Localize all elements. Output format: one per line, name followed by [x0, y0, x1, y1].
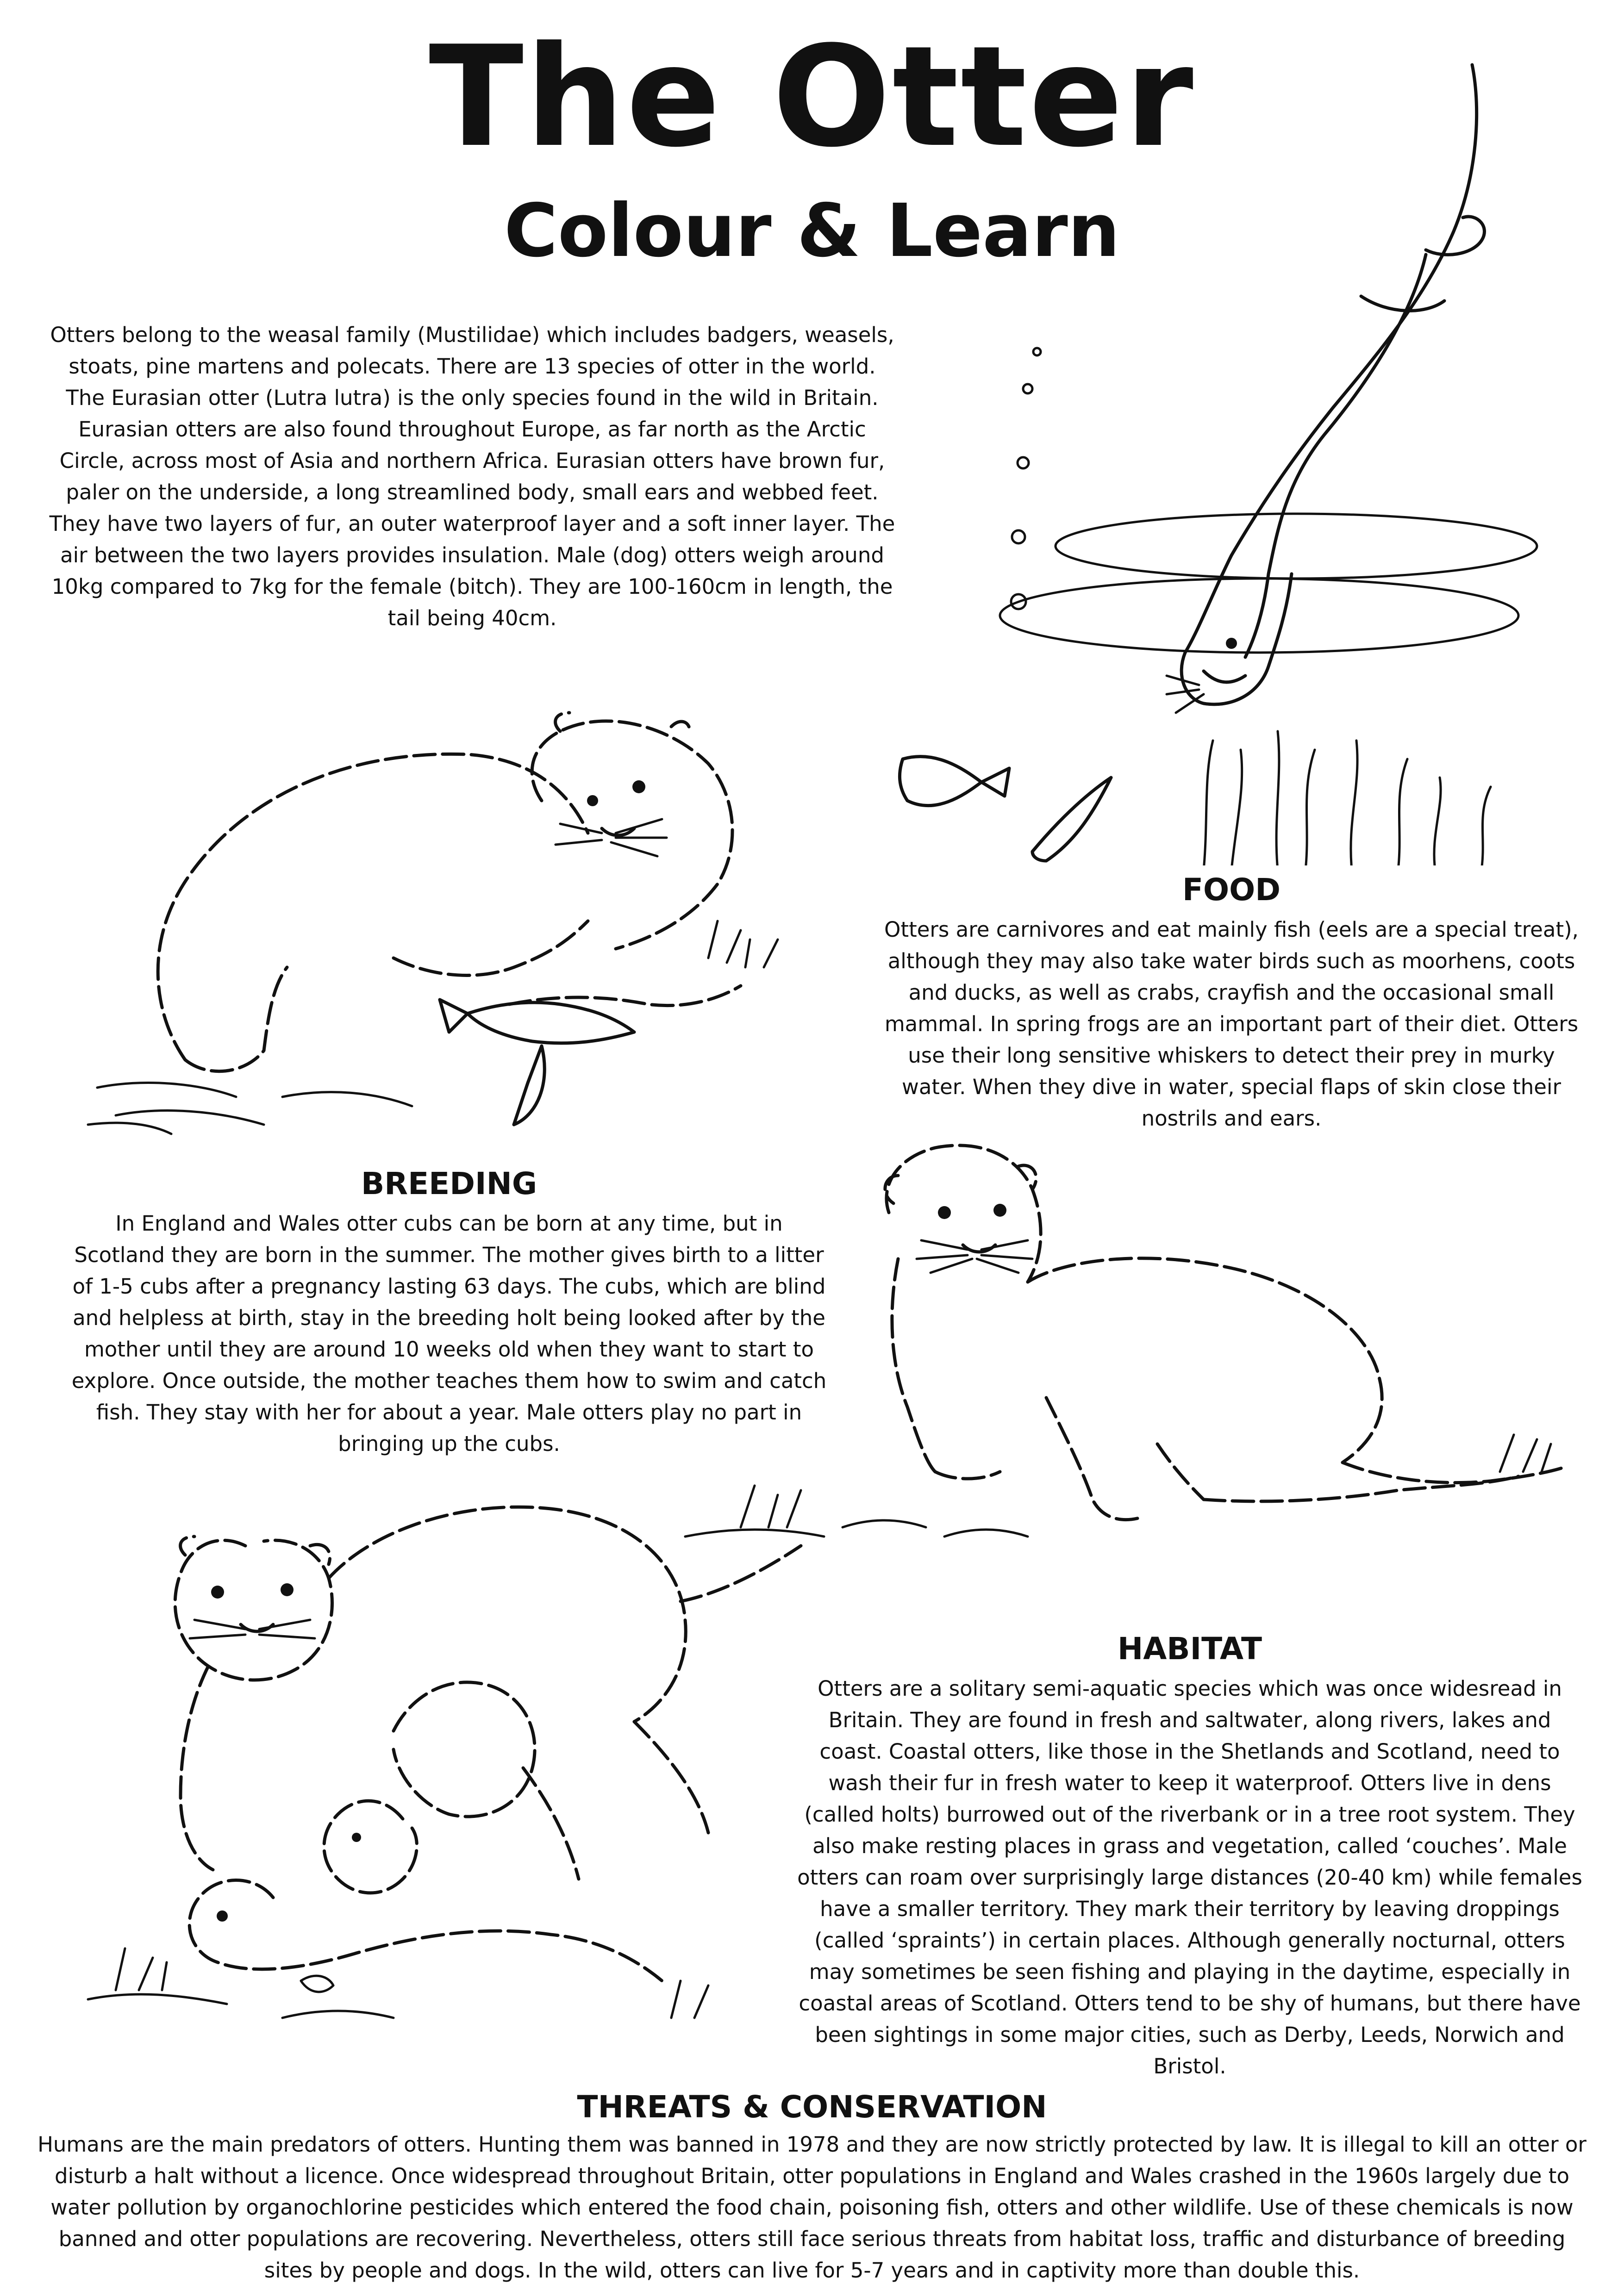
threats-heading: THREATS & CONSERVATION: [577, 2089, 1047, 2125]
habitat-paragraph: Otters are a solitary semi-aquatic species which was once widesread in Britain. They are found in fresh and saltwater, along rivers, lakes and coast. Coastal otters, like those in the Shetlands and Scotland, need to wash their fur in fresh water to keep it waterproof. Otters live in dens (called holts) burrowed out of the riverbank or in a tree root system. They also make resting places in grass and vegetation, called ‘couches’. Male otters can roam over surprisingly large distances (20-40 km) while females have a smaller territory. They mark their territory by leaving droppings (called ‘spraints’) in certain places. Although generally nocturnal, otters may sometimes be seen fishing and playing in the daytime, especially in coastal areas of Scotland. Otters tend to be shy of humans, but there have been sightings in some major cities, such as Derby, Leeds, Norwich and Bristol.: [797, 1676, 1582, 2078]
habitat-heading: HABITAT: [1117, 1631, 1262, 1667]
diving-otter-icon: [880, 56, 1551, 865]
food-heading: FOOD: [1182, 872, 1281, 908]
breeding-heading: BREEDING: [361, 1166, 537, 1201]
breeding-paragraph: In England and Wales otter cubs can be born at any time, but in Scotland they are born in the summer. The mother gives birth to a litter of 1-5 cubs after a pregnancy lasting 63 days. The cubs, which are blind and helpless at birth, stay in the breeding holt being looked after by the mother until they are around 10 weeks old when they want to start to explore. Once outside, the mother teaches them how to swim and catch fish. They stay with her for about a year. Male otters play no part in bringing up the cubs.: [71, 1211, 827, 1456]
threats-paragraph: Humans are the main predators of otters. Hunting them was banned in 1978 and they are now strictly protected by law. It is illegal to kill an otter or disturb a halt without a licence. Once widespread throughout Britain, otter populations in England and Wales crashed in the 1960s largely due to water pollution by organochlorine pesticides which entered the food chain, poisoning fish, otters and other wildlife. Use of these chemicals is now banned and otter populations are recovering. Nevertheless, otters still face serious threats from habitat loss, traffic and disturbance of breeding sites by people and dogs. In the wild, otters can live for 5-7 years and in captivity more than double this.: [37, 2132, 1587, 2283]
page-title: The Otter: [429, 16, 1195, 178]
food-paragraph: Otters are carnivores and eat mainly fish (eels are a special treat), although they may also take water birds such as moorhens, coots and ducks, as well as crabs, crayfish and the occasional small mammal. In spring frogs are an important part of their diet. Otters use their long sensitive whiskers to detect their prey in murky water. When they dive in water, special flaps of skin close their nostrils and ears.: [884, 917, 1579, 1131]
page-subtitle: Colour & Learn: [504, 188, 1120, 274]
intro-paragraph: Otters belong to the weasal family (Mustilidae) which includes badgers, weasels, stoats, pine martens and polecats. There are 13 species of otter in the world. The Eurasian otter (Lutra lutra) is the only species found in the wild in Britain. Eurasian otters are also found throughout Europe, as far north as the Arctic Circle, across most of Asia and northern Africa. Eurasian otters have brown fur, paler on the underside, a long streamlined body, small ears and webbed feet. They have two layers of fur, an outer waterproof layer and a soft inner layer. The air between the two layers provides insulation. Male (dog) otters weigh around 10kg compared to 7kg for the female (bitch). They are 100-160cm in length, the tail being 40cm.: [49, 323, 895, 630]
otter-eating-fish-icon: [69, 680, 856, 1143]
otter-mother-with-cubs-icon: [69, 1472, 819, 2064]
